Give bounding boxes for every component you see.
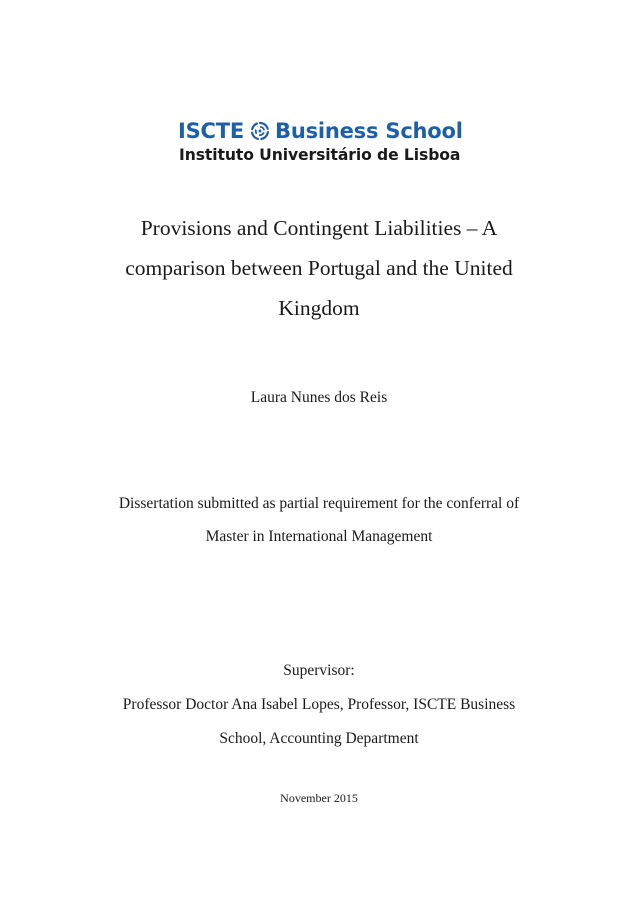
dissertation-line-2: Master in International Management [205, 528, 433, 545]
logo-name-left: ISCTE [178, 119, 245, 143]
title-line-3: Kingdom [278, 296, 360, 320]
logo-name-right: Business School [275, 119, 463, 143]
logo-subtitle: Instituto Universitário de Lisboa [179, 146, 461, 164]
title-line-2: comparison between Portugal and the United [125, 256, 513, 280]
supervisor-line-2: School, Accounting Department [219, 730, 419, 747]
submission-date: November 2015 [280, 791, 358, 805]
iscte-emblem-icon [249, 120, 271, 142]
title-line-1: Provisions and Contingent Liabilities – A [140, 216, 498, 240]
document-title [0, 208, 638, 328]
supervisor-label: Supervisor: [283, 662, 355, 679]
supervisor-line-1: Professor Doctor Ana Isabel Lopes, Professor, ISCTE Business [122, 696, 516, 713]
dissertation-line-1: Dissertation submitted as partial requirement for the conferral of [118, 495, 520, 512]
author-name: Laura Nunes dos Reis [250, 389, 388, 406]
iscte-logo [178, 118, 463, 168]
dissertation-statement [0, 487, 638, 553]
logo-wordmark [178, 118, 463, 144]
supervisor-block [0, 654, 638, 756]
